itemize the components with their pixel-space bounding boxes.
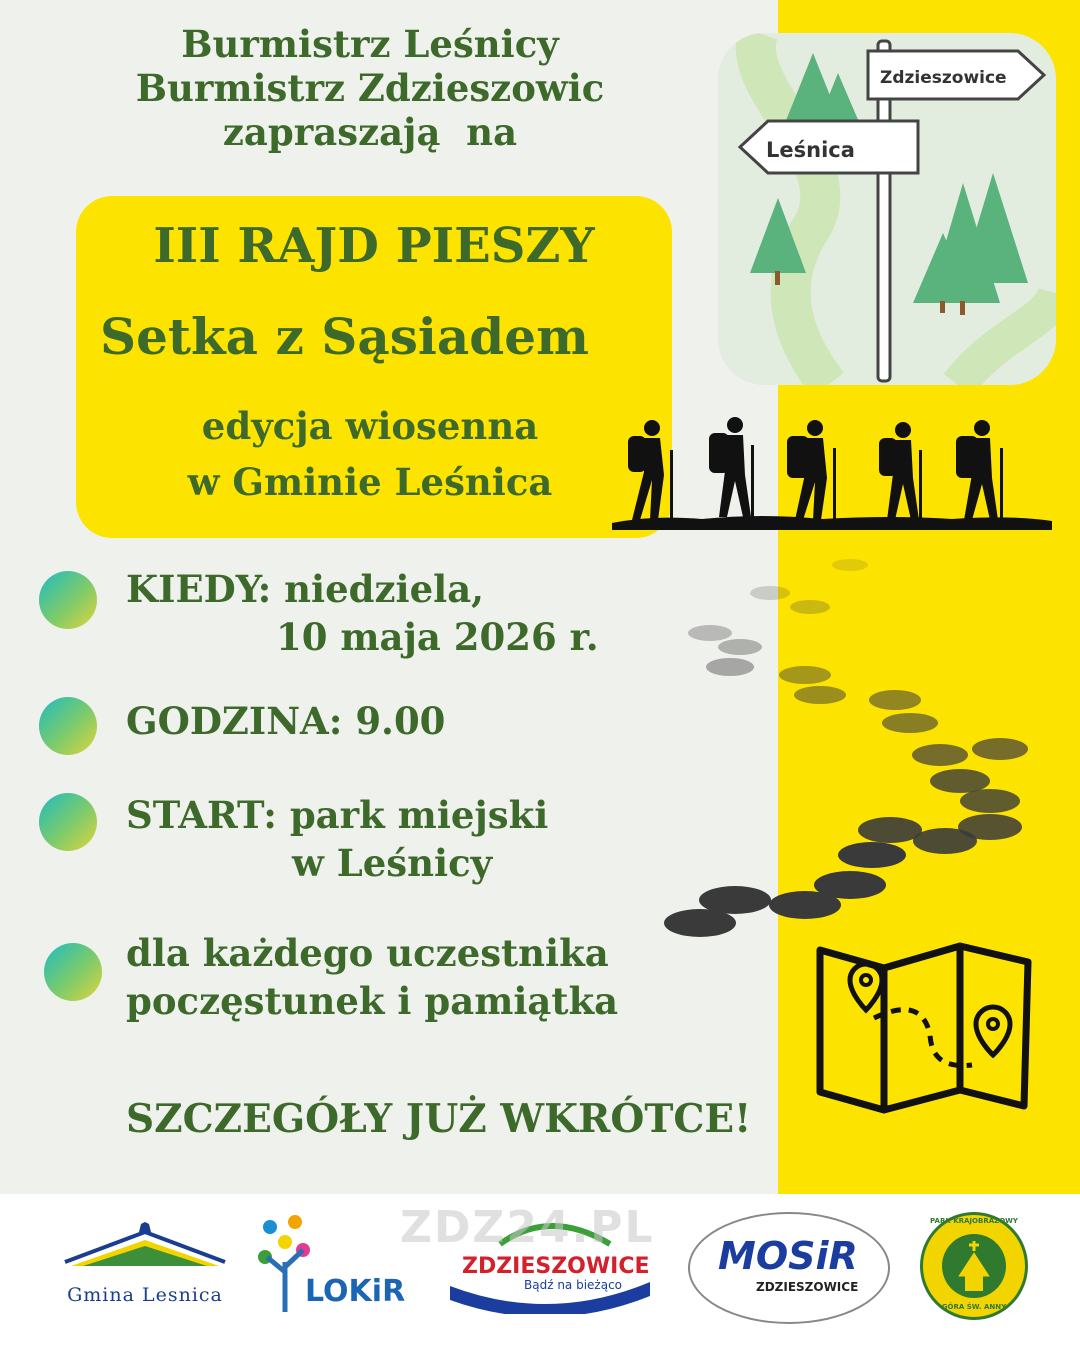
gift-line-1: dla każdego uczestnika <box>126 931 609 975</box>
edition-line: edycja wiosenna <box>201 404 539 448</box>
park-bottom-label: GÓRA ŚW. ANNY <box>941 1303 1007 1311</box>
mosir-sublabel: ZDZIESZOWICE <box>756 1280 859 1294</box>
info-start <box>126 791 548 887</box>
event-title: III RAJD PIESZY <box>153 218 595 274</box>
gmina-lesnica-label: Gmina Lesnica <box>67 1284 223 1306</box>
mosir-label: MOSiR <box>718 1234 858 1278</box>
event-edition <box>120 398 620 510</box>
watermark: ZDZ24.PL <box>400 1202 655 1253</box>
church-icon <box>923 1215 1025 1317</box>
zdzieszowice-slogan: Bądź na bieżąco <box>524 1278 623 1292</box>
when-label: KIEDY: <box>126 567 272 611</box>
when-day: niedziela, <box>284 567 485 611</box>
signpost-illustration <box>718 33 1056 385</box>
sign-lesnica: Leśnica <box>766 138 855 162</box>
time-label: GODZINA: <box>126 699 343 743</box>
map-icon <box>812 940 1037 1115</box>
logo-lokir <box>255 1212 405 1337</box>
start-label: START: <box>126 793 277 837</box>
info-when <box>126 565 599 661</box>
logo-mosir <box>688 1212 890 1324</box>
logo-park-krajobrazowy <box>920 1212 1028 1320</box>
event-subtitle: Setka z Sąsiadem <box>100 307 589 366</box>
gmina-roof-icon <box>55 1214 235 1274</box>
organizer-line-1: Burmistrz Leśnicy <box>181 22 559 66</box>
sign-zdzieszowice: Zdzieszowice <box>880 68 1007 88</box>
bullet-when <box>39 571 97 629</box>
bullet-gift <box>44 943 102 1001</box>
hikers-silhouette <box>612 415 1052 530</box>
when-date: 10 maja 2026 r. <box>276 615 599 659</box>
organizers-header <box>60 22 680 154</box>
lokir-label: LOKiR <box>305 1274 406 1309</box>
time-value: 9.00 <box>355 699 446 743</box>
start-place: park miejski <box>289 793 549 837</box>
footprints-trail <box>660 545 1040 945</box>
sponsor-logos-bar <box>0 1194 1080 1350</box>
invite-line: zapraszają na <box>222 110 518 154</box>
info-time <box>126 697 445 745</box>
info-gift <box>126 929 618 1025</box>
park-top-label: PARK KRAJOBRAZOWY <box>930 1217 1018 1225</box>
gift-line-2: poczęstunek i pamiątka <box>126 979 619 1023</box>
start-town: w Leśnicy <box>292 841 493 885</box>
zdzieszowice-label: ZDZIESZOWICE <box>462 1254 650 1279</box>
details-soon: SZCZEGÓŁY JUŻ WKRÓTCE! <box>126 1096 752 1142</box>
bullet-start <box>39 793 97 851</box>
organizer-line-2: Burmistrz Zdzieszowic <box>135 66 605 110</box>
location-line: w Gminie Leśnica <box>187 460 553 504</box>
logo-gmina-lesnica <box>55 1214 235 1334</box>
bullet-time <box>39 697 97 755</box>
